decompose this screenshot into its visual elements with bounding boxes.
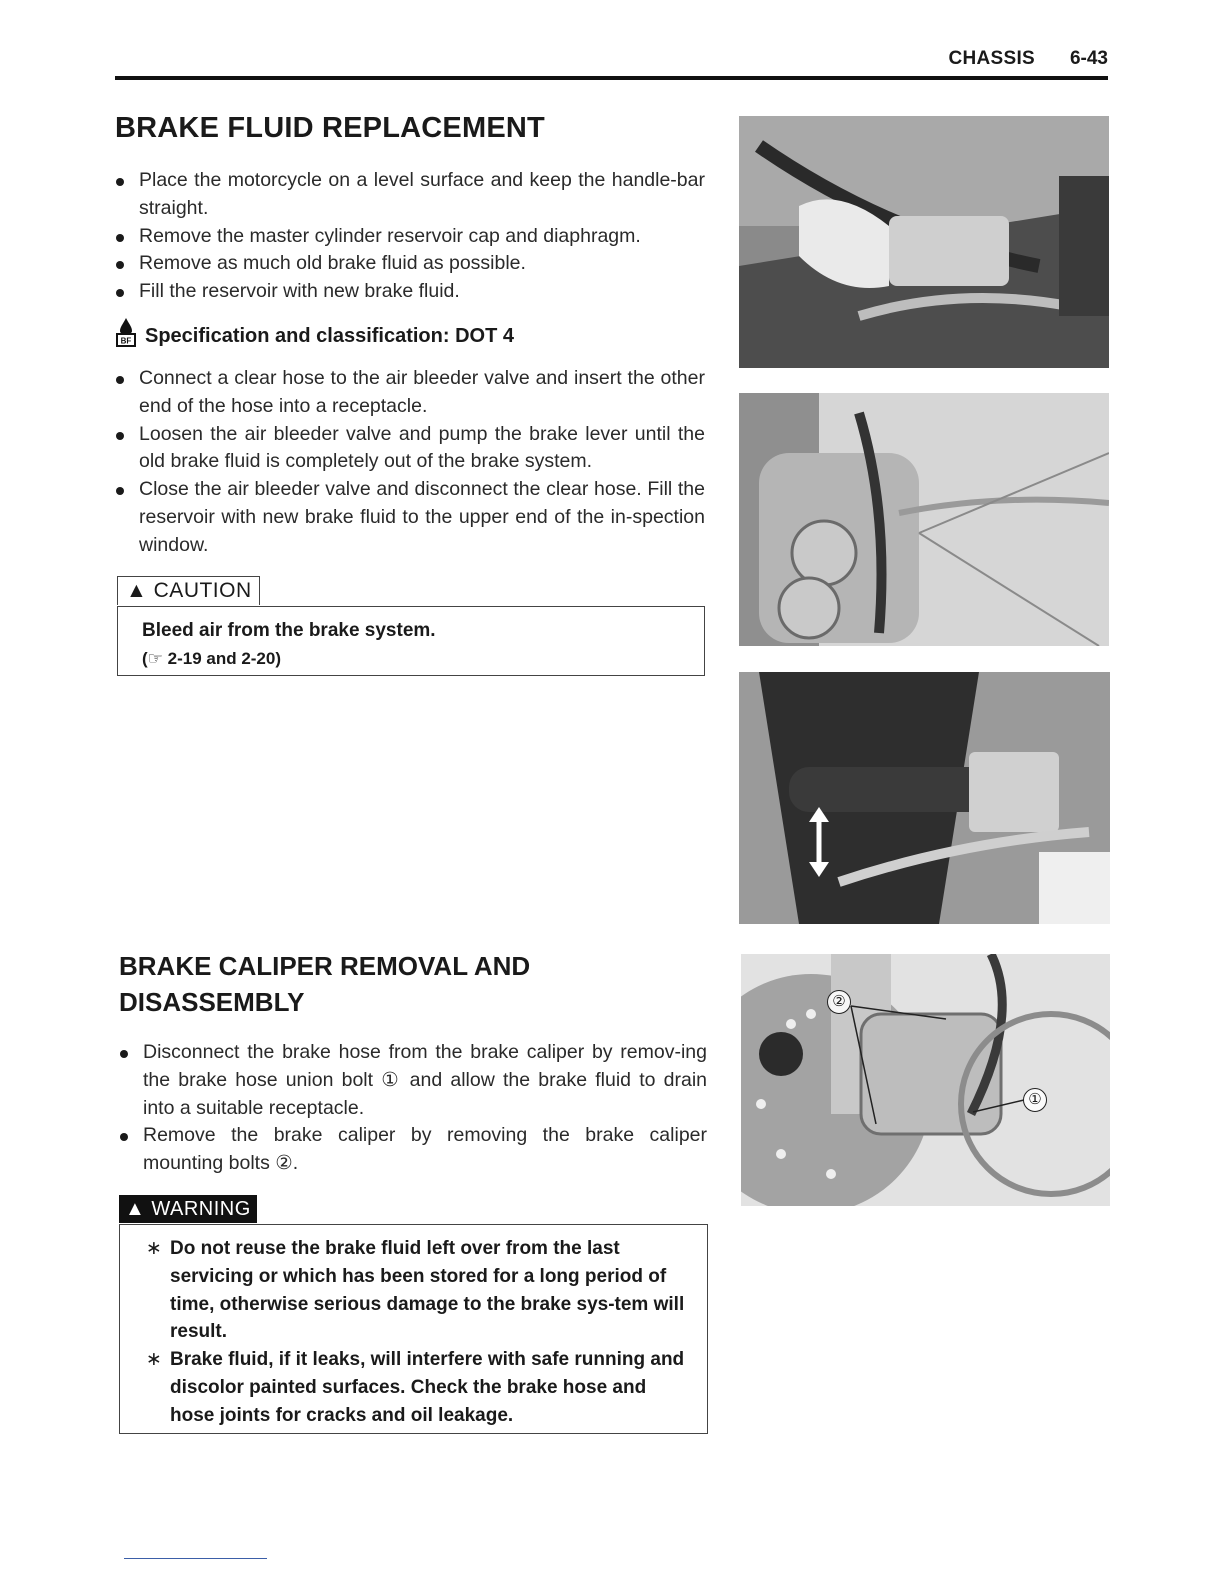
list-item: Loosen the air bleeder valve and pump the brake lever until the old brake fluid is completely out of the brake system.: [115, 421, 705, 477]
brake-fluid-replacement-heading: BRAKE FLUID REPLACEMENT: [115, 112, 545, 144]
spec-line: [115, 317, 715, 353]
caution-box: [117, 606, 705, 676]
reservoir-photo: [739, 116, 1109, 368]
warning-triangle-icon: ▲: [126, 579, 148, 602]
caliper-removal-heading: BRAKE CALIPER REMOVAL AND DISASSEMBLY: [119, 951, 531, 1017]
caution-label: [117, 576, 260, 605]
list-item: Remove as much old brake fluid as possible.: [115, 250, 705, 278]
list-item: Disconnect the brake hose from the brake caliper by remov-ing the brake hose union bolt ① and allow the brake fluid to drain into a suitable receptacle.: [119, 1039, 707, 1122]
list-item: Place the motorcycle on a level surface and keep the handle-bar straight.: [115, 167, 705, 223]
footer-rule: [124, 1558, 267, 1559]
fluid-steps-list-a: [115, 167, 705, 306]
list-item: Remove the brake caliper by removing the brake caliper mounting bolts ②.: [119, 1122, 707, 1178]
list-item: ∗ Brake fluid, if it leaks, will interfere with safe running and discolor painted surfaces. Check the brake hose and hose joints for cracks and oil leakage.: [146, 1346, 686, 1429]
caution-label-text: CAUTION: [153, 579, 252, 602]
list-item: Remove the master cylinder reservoir cap and diaphragm.: [115, 223, 705, 251]
list-item: Close the air bleeder valve and disconnect the clear hose. Fill the reservoir with new brake fluid to the upper end of the in-spection window.: [115, 476, 705, 559]
page-number: 6-43: [1069, 48, 1108, 69]
brake-lever-photo: [739, 672, 1110, 924]
section-title: CHASSIS: [948, 48, 1035, 69]
list-item: Fill the reservoir with new brake fluid.: [115, 278, 705, 306]
caliper-steps-list: [119, 1039, 707, 1178]
callout-2-label: ②: [827, 990, 851, 1014]
page-header: [115, 46, 1108, 80]
warning-label: [119, 1195, 257, 1223]
air-bleeder-photo: [739, 393, 1109, 646]
fluid-steps-list-b: [115, 365, 705, 560]
caution-text: Bleed air from the brake system.: [142, 620, 436, 641]
list-item: Connect a clear hose to the air bleeder valve and insert the other end of the hose into a receptacle.: [115, 365, 705, 421]
caution-reference: (☞ 2-19 and 2-20): [142, 649, 282, 668]
brake-fluid-icon: [115, 317, 137, 349]
warning-box: [119, 1224, 708, 1434]
warning-list: [146, 1235, 686, 1430]
callout-1-label: ①: [1023, 1088, 1047, 1112]
spec-icon-label: BF: [120, 336, 132, 346]
list-item: ∗ Do not reuse the brake fluid left over from the last servicing or which has been stored for a long period of time, otherwise serious damage to the brake sys-tem will result.: [146, 1235, 686, 1346]
caliper-removal-photo: [741, 954, 1110, 1206]
warning-triangle-icon: ▲: [125, 1198, 146, 1220]
spec-text: Specification and classification: DOT 4: [145, 325, 514, 347]
warning-label-text: WARNING: [151, 1198, 251, 1220]
